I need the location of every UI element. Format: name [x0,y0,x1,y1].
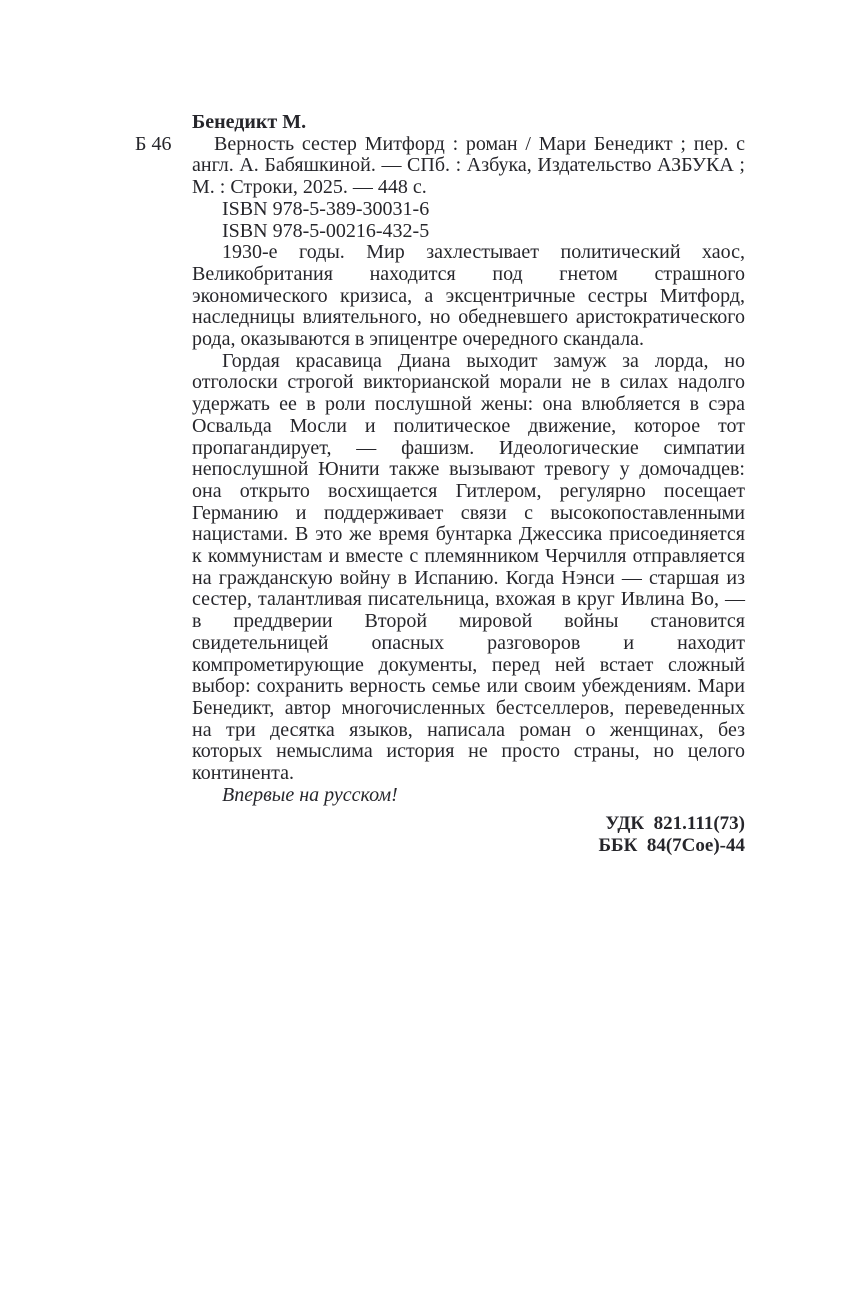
imprint-text-block [135,111,745,857]
bibliographic-record: Верность сестер Митфорд : роман / Мари Бенедикт ; пер. с англ. А. Бабяшкиной. — СПб. : Азбука, Издательство АЗБУКА ; М. : Строки, 2025. — 448 с. [192,132,745,199]
author-heading: Бенедикт М. [192,111,307,133]
bibliographic-entry [135,132,745,199]
isbn-line: ISBN 978-5-00216-432-5 [222,219,430,242]
bbk-code: ББК 84(7Сое)-44 [598,834,745,856]
isbn-line: ISBN 978-5-389-30031-6 [222,197,430,220]
library-index-code: Б 46 [135,132,172,155]
udk-code: УДК 821.111(73) [605,812,745,834]
annotation-paragraph: 1930-е годы. Мир захлестывает политический хаос, Великобритания находится под гнетом страшного экономического кризиса, а эксцентричные сестры Митфорд, наследницы влиятельного, но обедневшего аристократического рода, оказываются в эпицентре очередного скандала. [192,241,745,351]
tagline: Впервые на русском! [222,783,398,806]
classification-codes [192,813,745,857]
annotation-paragraph: Гордая красавица Диана выходит замуж за лорда, но отголоски строгой викторианской морали не в силах надолго удержать ее в роли послушной жены: она влюбляется в сэра Освальда Мосли и политическое движение, которое тот пропагандирует, — фашизм. Идеологические симпатии непослушной Юнити также вызывают тревогу у домочадцев: она открыто восхищается Гитлером, регулярно посещает Германию и поддерживает связи с высокопоставленными нацистами. В это же время бунтарка Джессика присоединяется к коммунистам и вместе с племянником Черчилля отправляется на гражданскую войну в Испанию. Когда Нэнси — старшая из сестер, талантливая писательница, вхожая в круг Ивлина Во, — в преддверии Второй мировой войны становится свидетельницей опасных разговоров и находит компрометирующие документы, перед ней встает сложный выбор: сохранить верность семье или своим убеждениям. Мари Бенедикт, автор многочисленных бестселлеров, переведенных на три десятка языков, написала роман о женщинах, без которых немыслима история не просто страны, но целого континента. [192,349,745,785]
